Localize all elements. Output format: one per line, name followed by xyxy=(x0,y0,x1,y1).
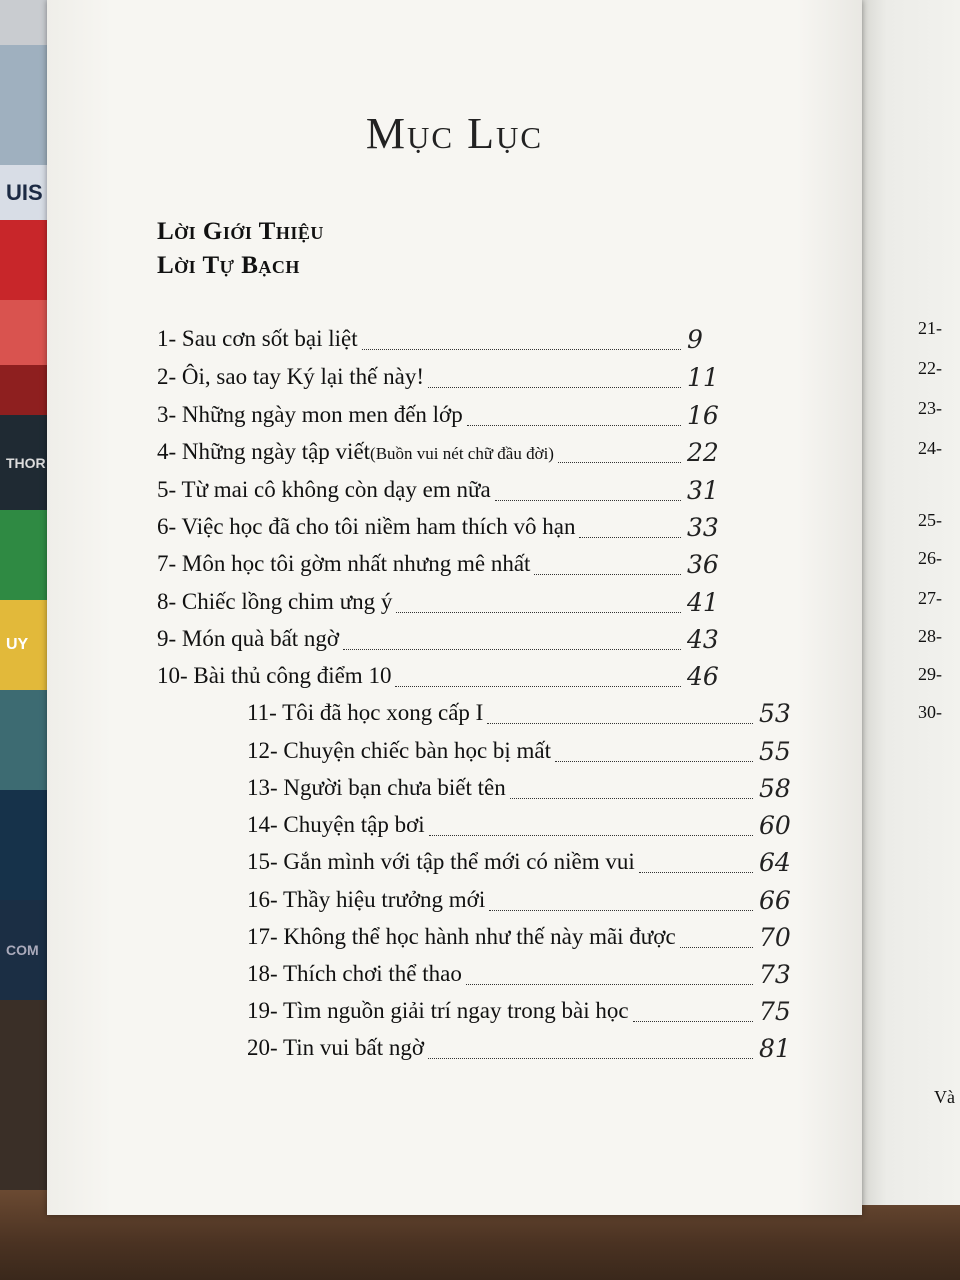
section-heading: Lời Tự Bạch xyxy=(157,252,300,279)
spine-label: THOR xyxy=(6,454,46,471)
toc-entry-number: 4- xyxy=(157,439,182,464)
right-page-item: 28- xyxy=(918,626,942,646)
spine-label: UY xyxy=(6,636,29,653)
toc-entry-title xyxy=(247,738,551,764)
toc-page-number: 66 xyxy=(759,886,791,915)
toc-entry-title xyxy=(247,998,629,1024)
right-page-item: 26- xyxy=(918,548,942,568)
toc-page-number: 41 xyxy=(687,588,719,617)
toc-leader-line xyxy=(633,1021,753,1022)
toc-entry-number: 6- xyxy=(157,514,182,539)
toc-entry-number: 19- xyxy=(247,998,283,1023)
toc-entry xyxy=(157,400,772,432)
toc-entry-title xyxy=(157,626,339,652)
toc-entry xyxy=(247,773,847,805)
toc-entry-title xyxy=(247,1035,424,1061)
toc-entry-text: Thầy hiệu trưởng mới xyxy=(283,887,486,912)
toc-leader-line xyxy=(466,984,753,985)
toc-leader-line xyxy=(343,649,681,650)
toc-entry-text: Môn học tôi gờm nhất nhưng mê nhất xyxy=(181,551,531,576)
right-page-item: 25- xyxy=(918,510,942,530)
toc-entry-text: Tin vui bất ngờ xyxy=(283,1035,425,1060)
toc-page-number: 31 xyxy=(687,476,719,505)
toc-entry-text: Sau cơn sốt bại liệt xyxy=(181,326,358,351)
toc-entry-number: 9- xyxy=(157,626,182,651)
spine-label: COM xyxy=(6,942,39,958)
toc-entry xyxy=(157,624,772,656)
toc-entry-text: Không thể học hành như thế này mãi được xyxy=(283,924,676,949)
toc-entry-title xyxy=(247,812,425,838)
toc-page-number: 75 xyxy=(759,997,791,1026)
toc-page-number: 9 xyxy=(687,325,703,354)
toc-leader-line xyxy=(534,574,681,575)
toc-entry-text: Chuyện tập bơi xyxy=(283,812,425,837)
toc-entry-number: 16- xyxy=(247,887,283,912)
toc-entry-text: Chuyện chiếc bàn học bị mất xyxy=(283,738,552,763)
toc-page-number: 73 xyxy=(759,960,791,989)
toc-entry-number: 18- xyxy=(247,961,283,986)
toc-entry xyxy=(247,885,847,917)
toc-leader-line xyxy=(467,425,681,426)
toc-entry xyxy=(157,512,772,544)
toc-entry-number: 8- xyxy=(157,589,182,614)
toc-entry xyxy=(157,362,772,394)
toc-leader-line xyxy=(487,723,753,724)
right-page-item: 22- xyxy=(918,358,942,378)
toc-entry-number: 13- xyxy=(247,775,284,800)
toc-page-number: 64 xyxy=(759,848,791,877)
toc-leader-line xyxy=(510,798,753,799)
toc-entry xyxy=(247,996,847,1028)
right-page xyxy=(862,0,960,1205)
toc-entry xyxy=(247,736,847,768)
toc-entry-title xyxy=(157,514,575,540)
toc-page-number: 58 xyxy=(759,774,791,803)
toc-entry xyxy=(157,324,772,356)
right-page-item: 27- xyxy=(918,588,942,608)
section-heading: Lời Giới Thiệu xyxy=(157,218,324,245)
right-page-item: 24- xyxy=(918,438,942,458)
toc-entry-text: Những ngày tập viết xyxy=(181,439,371,464)
toc-entry-title xyxy=(247,775,506,801)
toc-leader-line xyxy=(680,947,753,948)
toc-entry-title xyxy=(157,402,463,428)
toc-entry xyxy=(157,661,772,693)
toc-entry-number: 10- xyxy=(157,663,194,688)
toc-page-number: 60 xyxy=(759,811,791,840)
toc-entry xyxy=(247,847,847,879)
toc-page-number: 16 xyxy=(687,401,719,430)
toc-leader-line xyxy=(428,1058,753,1059)
toc-entry-text: Việc học đã cho tôi niềm ham thích vô hạn xyxy=(181,514,576,539)
toc-entry-text: Thích chơi thể thao xyxy=(283,961,462,986)
toc-entry xyxy=(247,810,847,842)
toc-entry xyxy=(247,959,847,991)
toc-leader-line xyxy=(489,910,753,911)
right-page-item: 23- xyxy=(918,398,942,418)
toc-entry-title xyxy=(157,364,424,390)
toc-entry-title xyxy=(247,924,676,950)
right-page-item: 21- xyxy=(918,318,942,338)
toc-leader-line xyxy=(558,462,681,463)
right-page-text: Và xyxy=(934,1087,955,1107)
toc-entry xyxy=(247,1033,847,1065)
toc-entry-title xyxy=(157,663,391,689)
toc-entry xyxy=(157,587,772,619)
toc-leader-line xyxy=(495,500,681,501)
book-page xyxy=(47,0,862,1215)
toc-entry-text: Bài thủ công điểm 10 xyxy=(193,663,392,688)
toc-entry-number: 14- xyxy=(247,812,284,837)
toc-leader-line xyxy=(428,387,681,388)
toc-page-number: 46 xyxy=(687,662,719,691)
toc-leader-line xyxy=(555,761,753,762)
toc-entry-title xyxy=(157,589,392,615)
toc-entry-number: 20- xyxy=(247,1035,283,1060)
toc-page-number: 53 xyxy=(759,699,791,728)
toc-entry-number: 17- xyxy=(247,924,284,949)
toc-page-number: 22 xyxy=(687,438,719,467)
toc-entry-title xyxy=(157,439,554,465)
toc-entry xyxy=(157,475,772,507)
toc-entry-title xyxy=(157,551,530,577)
toc-entry-text: Gắn mình với tập thể mới có niềm vui xyxy=(283,849,635,874)
toc-entry xyxy=(247,698,847,730)
toc-entry-title xyxy=(247,700,483,726)
toc-entry-text: Món quà bất ngờ xyxy=(181,626,340,651)
toc-entry xyxy=(157,437,772,469)
toc-entry xyxy=(157,549,772,581)
toc-entry-subtitle: (Buồn vui nét chữ đầu đời) xyxy=(370,444,554,463)
toc-entry-number: 15- xyxy=(247,849,284,874)
toc-entry-text: Tôi đã học xong cấp I xyxy=(282,700,484,725)
spine-label: UIS xyxy=(6,179,43,205)
toc-entry-title xyxy=(157,326,358,352)
page-title: Mục Lục xyxy=(365,109,544,158)
toc-entry-text: Người bạn chưa biết tên xyxy=(283,775,506,800)
toc-entry-text: Tìm nguồn giải trí ngay trong bài học xyxy=(283,998,629,1023)
toc-entry-text: Chiếc lồng chim ưng ý xyxy=(181,589,393,614)
toc-leader-line xyxy=(579,537,681,538)
toc-leader-line xyxy=(395,686,681,687)
toc-entry-text: Những ngày mon men đến lớp xyxy=(181,402,463,427)
toc-entry-title xyxy=(157,477,491,503)
toc-entry xyxy=(247,922,847,954)
toc-leader-line xyxy=(362,349,681,350)
toc-entry-number: 7- xyxy=(157,551,182,576)
toc-page-number: 55 xyxy=(759,737,791,766)
toc-entry-number: 11- xyxy=(247,700,283,725)
toc-entry-title xyxy=(247,849,635,875)
toc-page-number: 33 xyxy=(687,513,719,542)
toc-entry-title xyxy=(247,961,462,987)
toc-page-number: 11 xyxy=(687,363,719,392)
toc-entry-text: Từ mai cô không còn dạy em nữa xyxy=(181,477,491,502)
toc-entry-title xyxy=(247,887,485,913)
toc-entry-number: 3- xyxy=(157,402,182,427)
toc-entry-number: 12- xyxy=(247,738,284,763)
toc-entry-number: 5- xyxy=(157,477,182,502)
toc-leader-line xyxy=(396,612,681,613)
toc-leader-line xyxy=(429,835,753,836)
toc-leader-line xyxy=(639,872,753,873)
right-page-item: 30- xyxy=(918,702,942,722)
toc-page-number: 81 xyxy=(759,1034,791,1063)
toc-entry-number: 2- xyxy=(157,364,182,389)
toc-entry-text: Ôi, sao tay Ký lại thế này! xyxy=(181,364,424,389)
right-page-item: 29- xyxy=(918,664,942,684)
toc-page-number: 36 xyxy=(687,550,719,579)
toc-page-number: 70 xyxy=(759,923,791,952)
toc-entry-number: 1- xyxy=(157,326,182,351)
toc-page-number: 43 xyxy=(687,625,719,654)
